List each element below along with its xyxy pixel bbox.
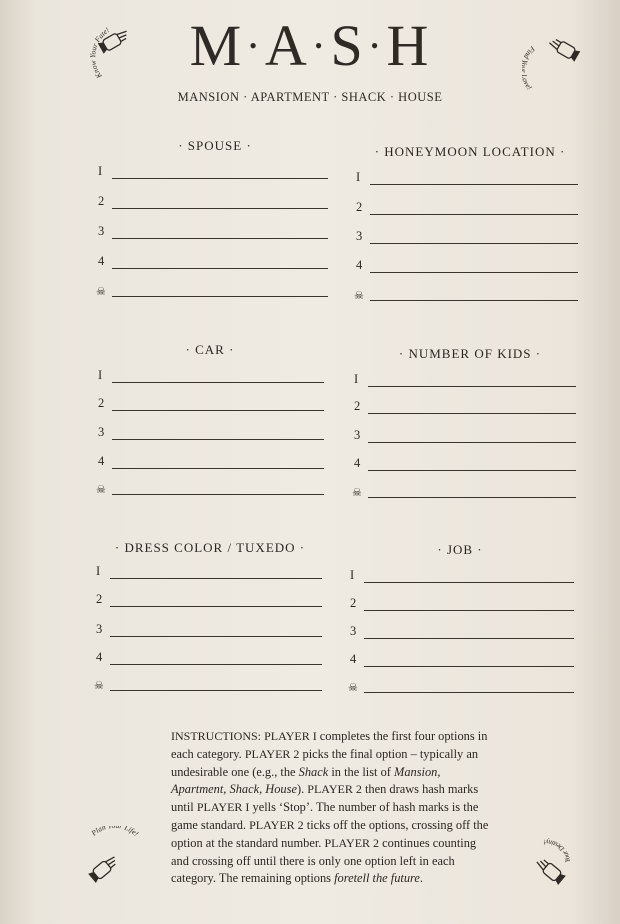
instructions-text: picks the final option – typically an undesirable one (e.g., the (171, 746, 479, 779)
entry-row (350, 654, 574, 670)
pointing-hand-icon (80, 826, 150, 896)
entry-line[interactable] (110, 578, 322, 579)
entry-row (356, 231, 578, 247)
skull-icon: ☠ (348, 682, 358, 694)
entry-line[interactable] (112, 238, 328, 239)
entry-row (96, 594, 322, 610)
entry-line[interactable] (112, 439, 324, 440)
entry-line[interactable] (370, 243, 578, 244)
skull-icon: ☠ (94, 680, 104, 692)
row-number: 2 (98, 194, 105, 208)
entry-row (354, 401, 576, 417)
entry-row (98, 196, 328, 212)
instructions-label: INSTRUCTIONS: (171, 729, 262, 743)
entry-row (98, 370, 324, 386)
entry-row (96, 284, 328, 300)
entry-line[interactable] (364, 692, 574, 693)
entry-row (356, 172, 578, 188)
pointing-hand-icon (90, 18, 160, 88)
row-number: 3 (354, 428, 361, 442)
entry-line[interactable] (370, 272, 578, 273)
entry-line[interactable] (364, 582, 574, 583)
entry-line[interactable] (110, 636, 322, 637)
stamp-text: Plan Life! (89, 826, 141, 839)
stamp-text: Kno r Fate! (90, 25, 111, 81)
entry-line[interactable] (370, 214, 578, 215)
entry-line[interactable] (368, 497, 576, 498)
row-number: I (356, 170, 361, 184)
skull-icon: ☠ (96, 484, 106, 496)
entry-line[interactable] (112, 178, 328, 179)
row-number: 3 (98, 425, 105, 439)
player-label: PLAYER 2 (249, 817, 304, 832)
entry-row (352, 485, 576, 501)
entry-row (98, 398, 324, 414)
row-number: 4 (96, 650, 103, 664)
entry-row (96, 566, 322, 582)
stamp-text: Your Destiny! (543, 837, 573, 863)
svg-text:Plan Your Life! (89, 826, 141, 838)
player-label: PLAYER 2 (307, 782, 362, 797)
row-number: I (350, 568, 355, 582)
player-label: PLAYER 2 (244, 746, 300, 761)
entry-row (354, 288, 578, 304)
player-label: PLAYER I (196, 800, 250, 815)
row-number: 2 (356, 200, 363, 214)
entry-row (350, 598, 574, 614)
instructions-text: continues counting and crossing off until there is only one option left in each category. The remaining options (171, 835, 477, 886)
entry-line[interactable] (112, 468, 324, 469)
row-number: I (354, 372, 359, 386)
category-title-honeymoon: · HONEYMOON LOCATION · (374, 144, 566, 159)
title-dot: • (249, 32, 259, 58)
entry-line[interactable] (112, 410, 324, 411)
entry-line[interactable] (370, 300, 578, 301)
row-number: 3 (98, 224, 105, 238)
stamp-bottom-left (80, 826, 150, 896)
row-number: 2 (354, 399, 361, 413)
title-letter: H (386, 13, 431, 78)
instructions-italic: Mansion, Apartment, Shack, House (171, 764, 441, 797)
entry-row (356, 202, 578, 218)
svg-text:Find Your Love! (522, 44, 538, 92)
category-title-car: · CAR · (185, 342, 235, 357)
skull-icon: ☠ (96, 286, 106, 298)
category-title-dress: · DRESS COLOR / TUXEDO · (114, 540, 306, 555)
entry-line[interactable] (112, 268, 328, 269)
row-number: 4 (356, 258, 363, 272)
title-letter: M (189, 13, 244, 78)
entry-line[interactable] (368, 442, 576, 443)
stamp-text: Find ve! (522, 44, 537, 92)
entry-row (356, 260, 578, 276)
row-number: 2 (98, 396, 105, 410)
entry-line[interactable] (368, 413, 576, 414)
entry-row (94, 678, 322, 694)
svg-text:Your Destiny! (543, 838, 573, 863)
row-number: 3 (96, 622, 103, 636)
instructions-italic: Shack (298, 764, 329, 779)
stamp-top-left (90, 18, 160, 88)
skull-icon: ☠ (352, 487, 362, 499)
instructions-text: yells ‘Stop’. The number of hash marks is the game standard. (171, 800, 479, 832)
category-title-kids: · NUMBER OF KIDS · (398, 346, 542, 361)
entry-row (96, 624, 322, 640)
row-number: I (98, 164, 103, 178)
entry-row (354, 374, 576, 390)
row-number: 3 (350, 624, 357, 638)
player-label: PLAYER I (264, 729, 317, 743)
entry-line[interactable] (368, 386, 576, 387)
title-dot: • (370, 32, 381, 58)
entry-row (348, 680, 574, 696)
entry-row (96, 652, 322, 668)
entry-line[interactable] (112, 208, 328, 209)
player-label: PLAYER 2 (324, 835, 380, 850)
entry-line[interactable] (370, 184, 578, 185)
entry-line[interactable] (110, 606, 322, 607)
row-number: 4 (350, 652, 357, 666)
row-number: 2 (350, 596, 357, 610)
stamp-top-right (522, 32, 592, 102)
title-letter: A (264, 13, 309, 78)
instructions-italic: foretell the future (334, 871, 420, 886)
entry-line[interactable] (368, 470, 576, 471)
entry-row (350, 570, 574, 586)
instructions (171, 728, 493, 888)
instructions-text: ticks off the options, crossing off the option at the standard number. (171, 817, 489, 850)
entry-line[interactable] (112, 494, 324, 495)
entry-line[interactable] (112, 296, 328, 297)
category-title-job: · JOB · (437, 542, 483, 557)
instructions-text: ). (296, 782, 308, 797)
instructions-text: then draws hash marks until (171, 782, 479, 815)
pointing-hand-icon (522, 32, 592, 102)
instructions-text: . (419, 871, 424, 886)
entry-row (98, 226, 328, 242)
entry-line[interactable] (364, 666, 574, 667)
row-number: 4 (98, 254, 105, 268)
svg-text:Know Your Fate! (90, 25, 111, 81)
entry-row (350, 626, 574, 642)
skull-icon: ☠ (354, 290, 364, 302)
entry-row (98, 256, 328, 272)
stamp-bottom-right (510, 832, 580, 902)
entry-line[interactable] (364, 610, 574, 611)
instructions-text: in the list of (328, 764, 394, 779)
row-number: 4 (354, 456, 361, 470)
entry-line[interactable] (112, 382, 324, 383)
row-number: 3 (356, 229, 363, 243)
entry-line[interactable] (110, 690, 322, 691)
pointing-hand-icon (510, 832, 580, 902)
row-number: 4 (98, 454, 105, 468)
entry-row (98, 427, 324, 443)
subtitle: MANSION · APARTMENT · SHACK · HOUSE (177, 90, 443, 104)
category-title-spouse: · SPOUSE · (178, 138, 252, 153)
entry-row (96, 482, 324, 498)
entry-line[interactable] (364, 638, 574, 639)
instructions-text: completes the first four options in each category. (171, 729, 488, 761)
row-number: 2 (96, 592, 103, 606)
entry-row (354, 430, 576, 446)
entry-line[interactable] (110, 664, 322, 665)
entry-row (354, 458, 576, 474)
row-number: I (96, 564, 101, 578)
title-letter: S (330, 13, 365, 78)
entry-row (98, 456, 324, 472)
row-number: I (98, 368, 103, 382)
title-dot: • (314, 32, 325, 58)
entry-row (98, 166, 328, 182)
